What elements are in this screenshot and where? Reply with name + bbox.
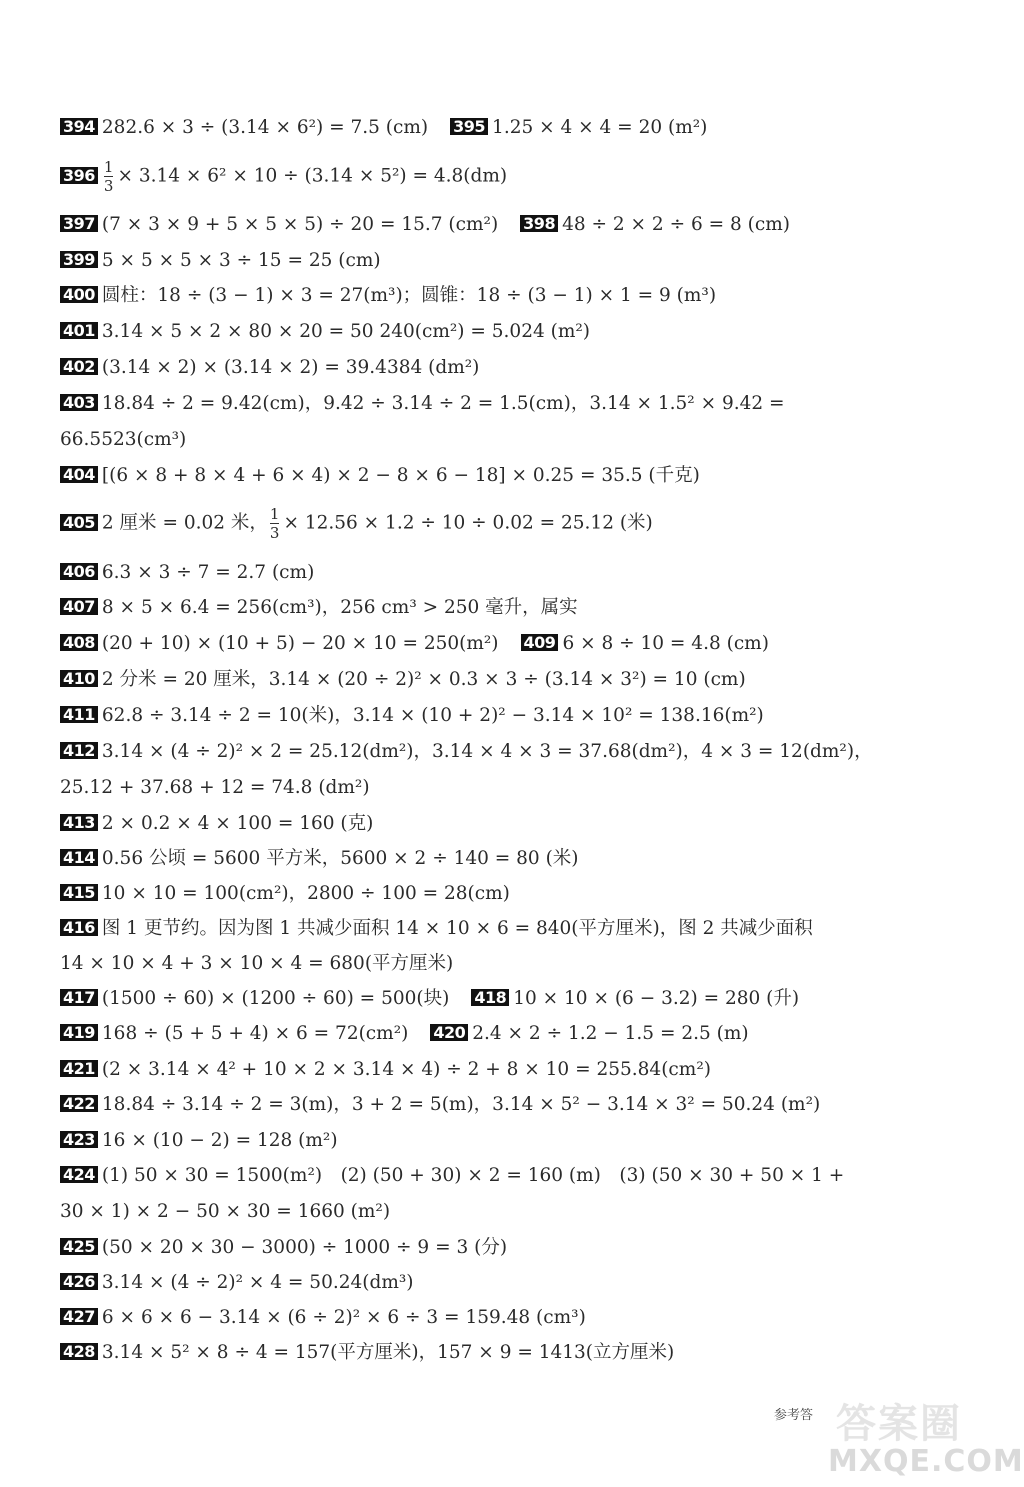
answer-text: 2 厘米 = 0.02 米， [101,512,268,534]
answer-text: 168 ÷ (5 + 5 + 4) × 6 = 72(cm²) [101,1023,409,1044]
question-number: 400 [60,286,98,303]
answer-425 [60,1236,910,1260]
question-number: 422 [60,1095,98,1112]
question-number: 425 [60,1238,98,1255]
answer-text: (7 × 3 × 9 + 5 × 5 × 5) ÷ 20 = 15.7 (cm²) [101,214,499,235]
question-number: 423 [60,1131,98,1148]
answer-411 [60,704,910,728]
answer-text: 1.25 × 4 × 4 = 20 (m²) [492,117,708,138]
answer-text: 圆柱：18 ÷ (3 − 1) × 3 = 27(m³)；圆锥：18 ÷ (3 − 1) × 1 = 9 (m³) [101,285,717,306]
answer-412 [60,740,910,764]
question-number: 395 [450,118,488,135]
answer-415 [60,882,910,906]
question-number: 419 [60,1024,98,1041]
page-footer: 参考答 [774,1408,814,1423]
answer-text: 3.14 × 5² × 8 ÷ 4 = 157(平方厘米)，157 × 9 = 1413(立方厘米) [101,1342,675,1363]
answer-text: 18.84 ÷ 2 = 9.42(cm)，9.42 ÷ 3.14 ÷ 2 = 1.5(cm)，3.14 × 1.5² × 9.42 = [101,393,785,414]
answer-400 [60,284,910,308]
answer-414 [60,847,910,871]
answer-text: × 12.56 × 1.2 ÷ 10 ÷ 0.02 = 25.12 (米) [283,512,653,534]
answer-text: 10 × 10 = 100(cm²)，2800 ÷ 100 = 28(cm) [101,883,510,904]
answer-text: 0.56 公顷 = 5600 平方米，5600 × 2 ÷ 140 = 80 (米) [101,848,579,869]
answer-text: 图 1 更节约。因为图 1 共减少面积 14 × 10 × 6 = 840(平方厘米)，图 2 共减少面积 [101,918,813,939]
answer-407 [60,596,910,620]
question-number: 417 [60,989,98,1006]
question-number: 405 [60,514,98,531]
answer-423 [60,1129,910,1153]
question-number: 396 [60,167,98,184]
question-number: 397 [60,215,98,232]
answer-text: (1) 50 × 30 = 1500(m²) (2) (50 + 30) × 2 = 160 (m) (3) (50 × 30 + 50 × 1 + [101,1165,845,1186]
question-number: 409 [521,634,559,651]
answer-408-409 [60,632,910,656]
answer-text: 10 × 10 × (6 − 3.2) = 280 (升) [513,988,800,1009]
answer-text: 2.4 × 2 ÷ 1.2 − 1.5 = 2.5 (m) [472,1023,749,1044]
watermark-bottom: MXQE.COM [828,1444,1024,1479]
answer-text: 3.14 × 5 × 2 × 80 × 20 = 50 240(cm²) = 5.024 (m²) [101,321,591,342]
answer-416 [60,917,910,941]
answer-text: 62.8 ÷ 3.14 ÷ 2 = 10(米)，3.14 × (10 + 2)² − 3.14 × 10² = 138.16(m²) [101,705,764,726]
question-number: 428 [60,1343,98,1360]
fraction-numerator: 1 [103,158,114,176]
answer-text: 66.5523(cm³) [60,429,187,450]
question-number: 401 [60,322,98,339]
answer-401 [60,320,910,344]
answer-428 [60,1341,910,1365]
watermark-logo [828,1392,1024,1482]
answer-403 [60,392,910,416]
answer-text: 2 × 0.2 × 4 × 100 = 160 (克) [101,813,374,834]
answer-399 [60,249,910,273]
answer-text: 282.6 × 3 ÷ (3.14 × 6²) = 7.5 (cm) [101,117,429,138]
answer-396 [60,158,910,195]
answer-422 [60,1093,910,1117]
question-number: 413 [60,814,98,831]
answer-text: 6 × 8 ÷ 10 = 4.8 (cm) [562,633,769,654]
answer-text: 2 分米 = 20 厘米，3.14 × (20 ÷ 2)² × 0.3 × 3 ÷ (3.14 × 3²) = 10 (cm) [101,669,746,690]
question-number: 410 [60,670,98,687]
answer-text: 30 × 1) × 2 − 50 × 30 = 1660 (m²) [60,1201,391,1222]
answer-text: 25.12 + 37.68 + 12 = 74.8 (dm²) [60,777,370,798]
answer-417-418 [60,987,910,1011]
answer-text: 18.84 ÷ 3.14 ÷ 2 = 3(m)，3 + 2 = 5(m)，3.14 × 5² − 3.14 × 3² = 50.24 (m²) [101,1094,821,1115]
answer-text: 14 × 10 × 4 + 3 × 10 × 4 = 680(平方厘米) [60,953,454,974]
answer-405 [60,505,910,542]
question-number: 412 [60,742,98,759]
answer-text: 8 × 5 × 6.4 = 256(cm³)，256 cm³ > 250 毫升，属实 [101,597,578,618]
fraction [104,158,114,195]
question-number: 407 [60,598,98,615]
answer-424-continued [60,1200,910,1224]
answer-397-398 [60,213,910,237]
question-number: 404 [60,466,98,483]
question-number: 426 [60,1273,98,1290]
answer-416-continued [60,952,910,976]
answer-410 [60,668,910,692]
question-number: 418 [471,989,509,1006]
question-number: 420 [430,1024,468,1041]
answer-text: 3.14 × (4 ÷ 2)² × 4 = 50.24(dm³) [101,1272,414,1293]
question-number: 408 [60,634,98,651]
question-number: 394 [60,118,98,135]
answer-text: 5 × 5 × 5 × 3 ÷ 15 = 25 (cm) [101,250,381,271]
answer-406 [60,561,910,585]
question-number: 427 [60,1308,98,1325]
answer-404 [60,464,910,488]
question-number: 399 [60,251,98,268]
answer-426 [60,1271,910,1295]
answer-text: [(6 × 8 + 8 × 4 + 6 × 4) × 2 − 8 × 6 − 18] × 0.25 = 35.5 (千克) [101,465,700,486]
question-number: 406 [60,563,98,580]
answer-text: (1500 ÷ 60) × (1200 ÷ 60) = 500(块) [101,988,450,1009]
answer-427 [60,1306,910,1330]
question-number: 403 [60,394,98,411]
question-number: 424 [60,1166,98,1183]
question-number: 411 [60,706,98,723]
answer-text: (50 × 20 × 30 − 3000) ÷ 1000 ÷ 9 = 3 (分) [101,1237,508,1258]
question-number: 421 [60,1060,98,1077]
answer-text: (3.14 × 2) × (3.14 × 2) = 39.4384 (dm²) [101,357,480,378]
answer-413 [60,812,910,836]
answer-394-395 [60,116,910,140]
answer-text: 16 × (10 − 2) = 128 (m²) [101,1130,338,1151]
question-number: 402 [60,358,98,375]
fraction [270,505,280,542]
fraction-numerator: 1 [269,505,280,523]
question-number: 416 [60,919,98,936]
fraction-denominator: 3 [269,524,280,542]
answer-421 [60,1058,910,1082]
answer-412-continued [60,776,910,800]
answer-text: 3.14 × (4 ÷ 2)² × 2 = 25.12(dm²)，3.14 × 4 × 3 = 37.68(dm²)，4 × 3 = 12(dm²)， [101,741,873,762]
answer-419-420 [60,1022,910,1046]
answer-424 [60,1164,910,1188]
answer-text: × 3.14 × 6² × 10 ÷ (3.14 × 5²) = 4.8(dm) [117,165,508,187]
answer-text: 48 ÷ 2 × 2 ÷ 6 = 8 (cm) [562,214,790,235]
answer-text: (2 × 3.14 × 4² + 10 × 2 × 3.14 × 4) ÷ 2 + 8 × 10 = 255.84(cm²) [101,1059,711,1080]
question-number: 414 [60,849,98,866]
question-number: 415 [60,884,98,901]
answer-402 [60,356,910,380]
answer-403-continued [60,428,910,452]
fraction-denominator: 3 [103,177,114,195]
answer-text: (20 + 10) × (10 + 5) − 20 × 10 = 250(m²) [101,633,499,654]
answer-text: 6 × 6 × 6 − 3.14 × (6 ÷ 2)² × 6 ÷ 3 = 159.48 (cm³) [101,1307,586,1328]
watermark-top: 答案圈 [836,1401,962,1447]
question-number: 398 [520,215,558,232]
answer-text: 6.3 × 3 ÷ 7 = 2.7 (cm) [101,562,315,583]
